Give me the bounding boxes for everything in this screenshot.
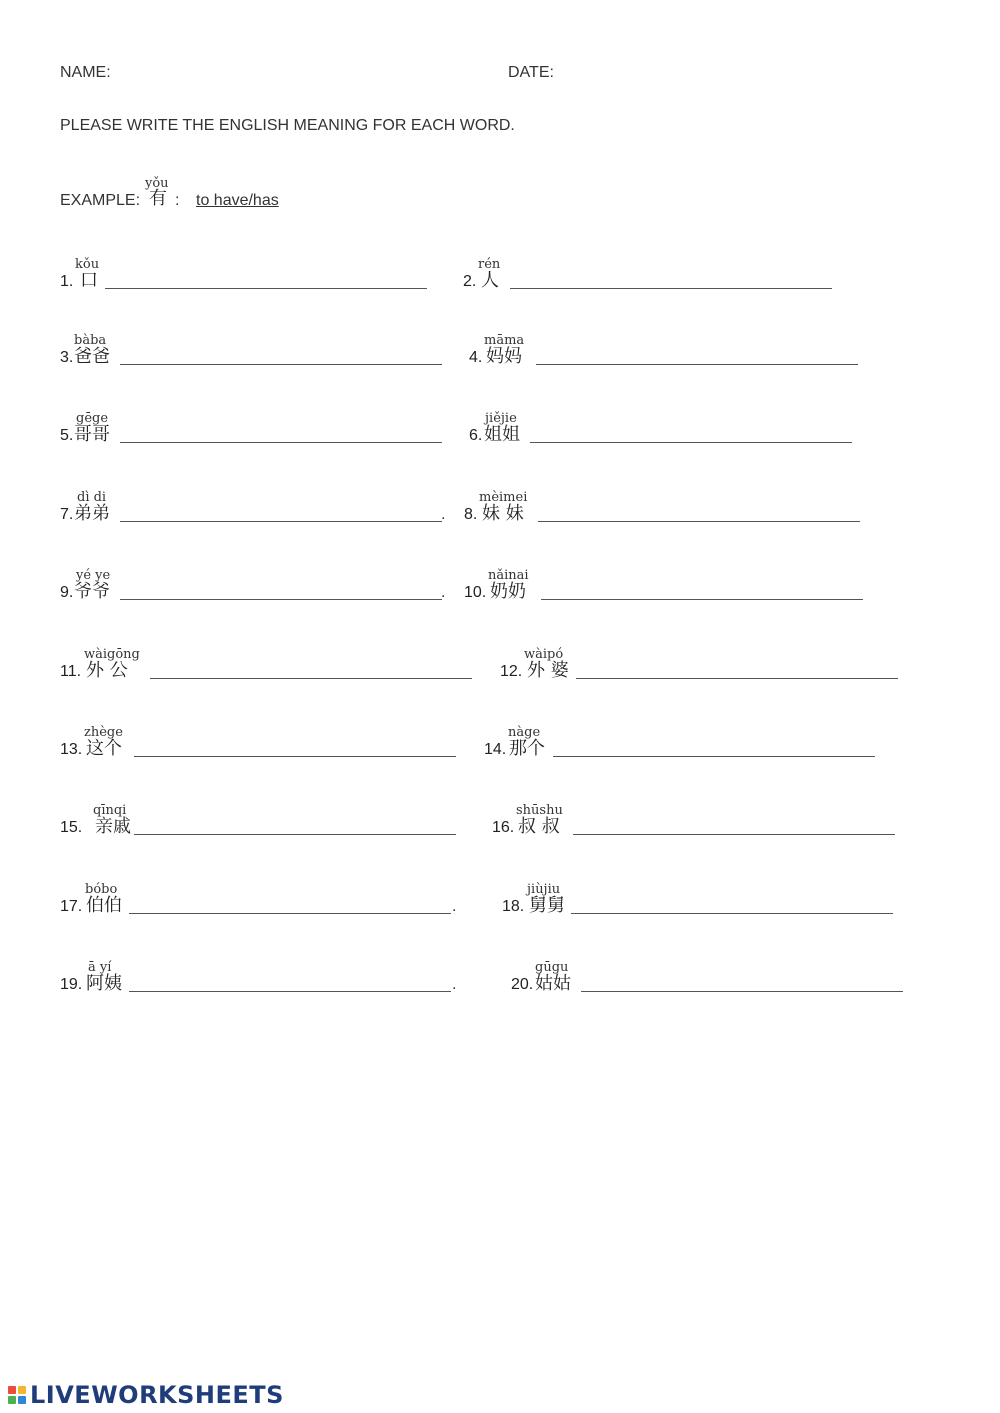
example-pinyin: yǒu (145, 176, 169, 191)
instruction-text: PLEASE WRITE THE ENGLISH MEANING FOR EACH WORD. (60, 117, 515, 134)
answer-blank[interactable] (120, 442, 442, 443)
pinyin-label: dì di (77, 490, 107, 505)
item-suffix: . (441, 506, 446, 523)
item-number: 1. (60, 273, 74, 290)
chinese-word: 爸爸 (74, 346, 110, 367)
item-number: 19. (60, 976, 83, 993)
answer-blank[interactable] (134, 756, 456, 757)
pinyin-label: nǎinai (488, 568, 529, 583)
logo-square-icon (18, 1386, 26, 1394)
name-label: NAME: (60, 64, 111, 81)
item-number: 16. (492, 819, 515, 836)
item-number: 18. (502, 898, 525, 915)
answer-blank[interactable] (120, 364, 442, 365)
example-answer: to have/has (196, 192, 279, 209)
chinese-word: 外 公 (86, 660, 128, 681)
item-number: 2. (463, 273, 477, 290)
chinese-word: 姐姐 (484, 424, 520, 445)
item-suffix: . (441, 584, 446, 601)
pinyin-label: mèimei (479, 490, 528, 505)
answer-blank[interactable] (134, 834, 456, 835)
pinyin-label: kǒu (75, 257, 100, 272)
pinyin-label: yé ye (76, 568, 111, 583)
pinyin-label: bàba (74, 333, 107, 348)
pinyin-label: gēge (76, 411, 109, 426)
pinyin-label: zhège (84, 725, 123, 740)
pinyin-label: qīnqi (93, 803, 127, 818)
pinyin-label: jiùjiu (527, 882, 561, 897)
answer-blank[interactable] (538, 521, 860, 522)
chinese-word: 弟弟 (74, 503, 110, 524)
answer-blank[interactable] (571, 913, 893, 914)
item-number: 3. (60, 349, 74, 366)
date-label: DATE: (508, 64, 554, 81)
chinese-word: 亲戚 (95, 816, 131, 837)
chinese-word: 口 (80, 270, 98, 291)
item-number: 10. (464, 584, 487, 601)
logo-square-icon (18, 1396, 26, 1404)
item-number: 9. (60, 584, 74, 601)
item-number: 8. (464, 506, 478, 523)
answer-blank[interactable] (530, 442, 852, 443)
chinese-word: 奶奶 (490, 581, 526, 602)
item-number: 12. (500, 663, 523, 680)
pinyin-label: bóbo (85, 882, 118, 897)
example-character: 有 (149, 188, 167, 209)
liveworksheets-logo (8, 1383, 284, 1407)
item-suffix: . (452, 898, 457, 915)
answer-blank[interactable] (120, 521, 442, 522)
answer-blank[interactable] (129, 991, 451, 992)
answer-blank[interactable] (536, 364, 858, 365)
chinese-word: 叔 叔 (518, 816, 560, 837)
chinese-word: 外 婆 (527, 660, 569, 681)
logo-mark-icon (8, 1386, 26, 1404)
chinese-word: 舅舅 (529, 895, 565, 916)
example-label: EXAMPLE: (60, 192, 141, 209)
answer-blank[interactable] (541, 599, 863, 600)
pinyin-label: jiějie (485, 411, 517, 426)
answer-blank[interactable] (150, 678, 472, 679)
answer-blank[interactable] (553, 756, 875, 757)
chinese-word: 伯伯 (86, 895, 122, 916)
answer-blank[interactable] (581, 991, 903, 992)
item-number: 20. (511, 976, 534, 993)
item-number: 5. (60, 427, 74, 444)
chinese-word: 爷爷 (74, 581, 110, 602)
item-number: 13. (60, 741, 83, 758)
chinese-word: 哥哥 (74, 424, 110, 445)
item-suffix: . (452, 976, 457, 993)
chinese-word: 人 (481, 270, 499, 291)
answer-blank[interactable] (573, 834, 895, 835)
item-number: 17. (60, 898, 83, 915)
answer-blank[interactable] (510, 288, 832, 289)
pinyin-label: shūshu (516, 803, 563, 818)
chinese-word: 妈妈 (486, 346, 522, 367)
pinyin-label: wàigōng (84, 647, 140, 662)
chinese-word: 这个 (86, 738, 122, 759)
answer-blank[interactable] (129, 913, 451, 914)
chinese-word: 那个 (509, 738, 545, 759)
answer-blank[interactable] (105, 288, 427, 289)
pinyin-label: wàipó (524, 647, 564, 662)
item-number: 7. (60, 506, 74, 523)
logo-square-icon (8, 1396, 16, 1404)
item-number: 6. (469, 427, 483, 444)
logo-text: LIVEWORKSHEETS (30, 1381, 284, 1409)
item-number: 14. (484, 741, 507, 758)
item-number: 4. (469, 349, 483, 366)
pinyin-label: nàge (508, 725, 541, 740)
pinyin-label: māma (484, 333, 525, 348)
chinese-word: 妹 妹 (482, 503, 524, 524)
item-number: 15. (60, 819, 83, 836)
example-colon: : (175, 192, 180, 209)
pinyin-label: rén (478, 257, 501, 272)
answer-blank[interactable] (576, 678, 898, 679)
pinyin-label: gūgu (535, 960, 569, 975)
answer-blank[interactable] (120, 599, 442, 600)
item-number: 11. (60, 663, 82, 680)
pinyin-label: ā yí (88, 960, 112, 975)
logo-square-icon (8, 1386, 16, 1394)
chinese-word: 姑姑 (535, 973, 571, 994)
chinese-word: 阿姨 (86, 973, 122, 994)
